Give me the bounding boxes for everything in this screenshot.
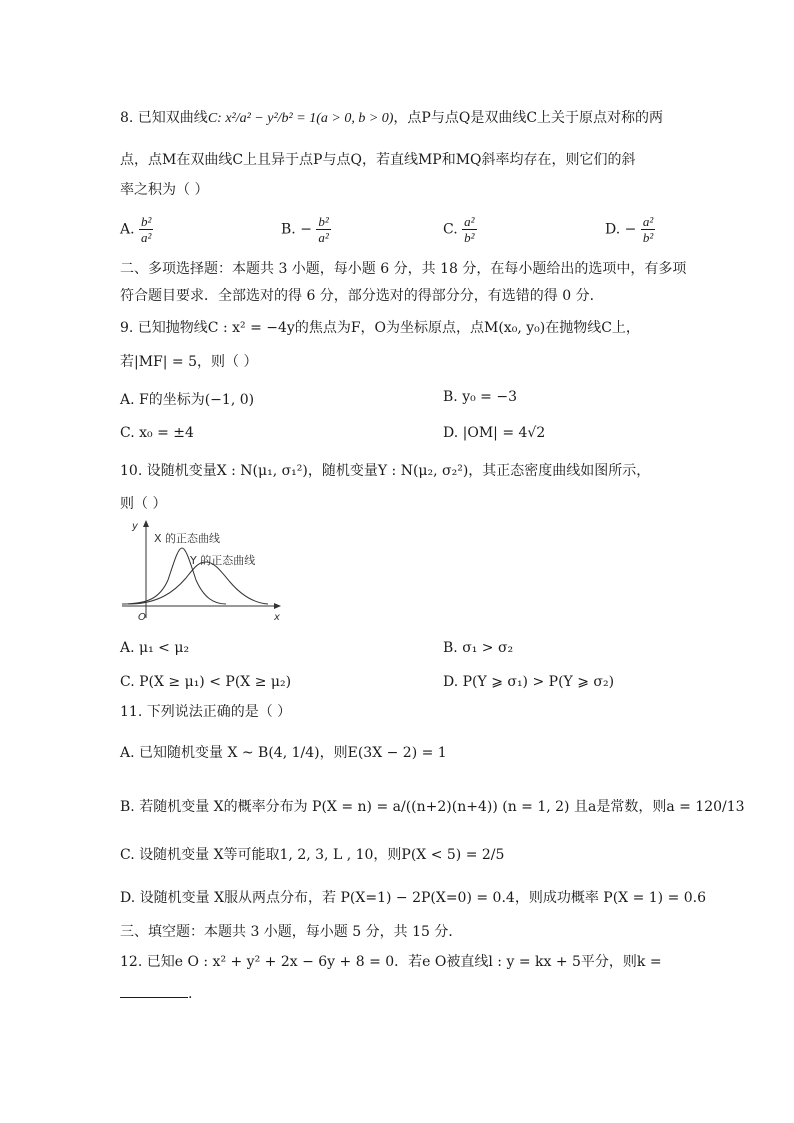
q12-line2: . [120,984,192,1004]
y-axis-label: y [132,521,138,532]
q8-line3: 率之积为（ ） [120,182,209,198]
q8-option-d: D. − $\frac{\text{a²}}{\text{b²}}$ [605,214,654,245]
q8-line1 [120,108,663,129]
fraction: $\frac{\text{a²}}{\text{b²}}$ [464,214,475,245]
q11-title: 11. 下列说法正确的是（ ） [120,704,292,720]
option-label: B. [281,221,296,238]
normal-curves-figure [118,518,286,626]
q8-equation: C: x²/a² − y²/b² = 1(a > 0, b > 0) [207,111,394,126]
q11-option-d: D. 设随机变量 X服从两点分布，若 P(X=1) − 2P(X=0) = 0.4，则成功概率 P(X = 1) = 0.6 [120,890,707,906]
q10-option-c: C. P(X ≥ μ₁) < P(X ≥ μ₂) [120,674,292,690]
q9-option-a: A. F的坐标为(−1, 0) [120,392,255,408]
option-label: C. [443,221,458,238]
q10-option-d: D. P(Y ⩾ σ₁) > P(Y ⩾ σ₂) [443,674,615,690]
answer-blank[interactable] [120,997,188,998]
fraction: $\frac{\text{b²}}{\text{a²}}$ [318,214,329,245]
q9-line1: 9. 已知抛物线C : x² = −4y的焦点为F，O为坐标原点，点M(x₀, y₀)在抛物线C上， [120,320,640,336]
x-axis-arrow [274,603,281,609]
q12-line1: 12. 已知e O : x² + y² + 2x − 6y + 8 = 0．若e O被直线l : y = kx + 5平分，则k = [120,954,662,970]
section3-heading: 三、填空题：本题共 3 小题，每小题 5 分，共 15 分． [120,924,463,940]
q8-option-a [120,214,153,245]
y-axis-arrow [143,520,149,527]
y-curve-label: Y 的正态曲线 [190,554,256,567]
q10-line2: 则（ ） [120,496,167,512]
q10-option-a: A. μ₁ < μ₂ [120,640,190,656]
section2-heading-line2: 符合题目要求．全部选对的得 6 分，部分选对的得部分分，有选错的得 0 分． [120,288,604,304]
origin-label: O [138,612,146,623]
option-label: A. [120,221,135,238]
q9-option-d: D. |OM| = 4√2 [443,425,546,441]
q11-option-c: C. 设随机变量 X等可能取1, 2, 3, L , 10，则P(X < 5) = 2/5 [120,847,505,863]
q8-line2: 点，点M在双曲线C上且异于点P与点Q，若直线MP和MQ斜率均存在，则它们的斜 [120,152,636,168]
section2-heading-line1: 二、多项选择题：本题共 3 小题，每小题 6 分，共 18 分，在每小题给出的选项中，有多项 [120,261,687,277]
x-axis-label: x [274,612,280,623]
fraction: $\frac{\text{b²}}{\text{a²}}$ [141,214,152,245]
q9-option-b: B. y₀ = −3 [443,389,517,405]
fraction: $\frac{\text{a²}}{\text{b²}}$ [642,214,654,245]
q10-line1: 10. 设随机变量X : N(μ₁, σ₁²)，随机变量Y : N(μ₂, σ₂²)，其正态密度曲线如图所示， [120,463,651,479]
q11-option-b: B. 若随机变量 X的概率分布为 P(X = n) = a/((n+2)(n+4)) (n = 1, 2) 且a是常数，则a = 120/13 [120,799,745,815]
q10-option-b: B. σ₁ > σ₂ [443,640,514,656]
q8-option-b: B. − $\frac{\text{b²}}{\text{a²}}$ [281,214,329,245]
q8-text-pre: 8. 已知双曲线 [120,110,208,126]
q9-option-c: C. x₀ = ±4 [120,425,194,441]
q11-option-a: A. 已知随机变量 X ~ B(4, 1/4)，则E(3X − 2) = 1 [120,745,447,761]
option-label: D. [605,221,621,238]
x-curve-label: X 的正态曲线 [154,532,221,545]
q8-option-c [443,214,477,245]
y-normal-curve [128,562,268,604]
q9-line2: 若|MF| = 5，则（ ） [120,354,258,370]
q8-text-post: ，点P与点Q是双曲线C上关于原点对称的两 [393,110,664,126]
